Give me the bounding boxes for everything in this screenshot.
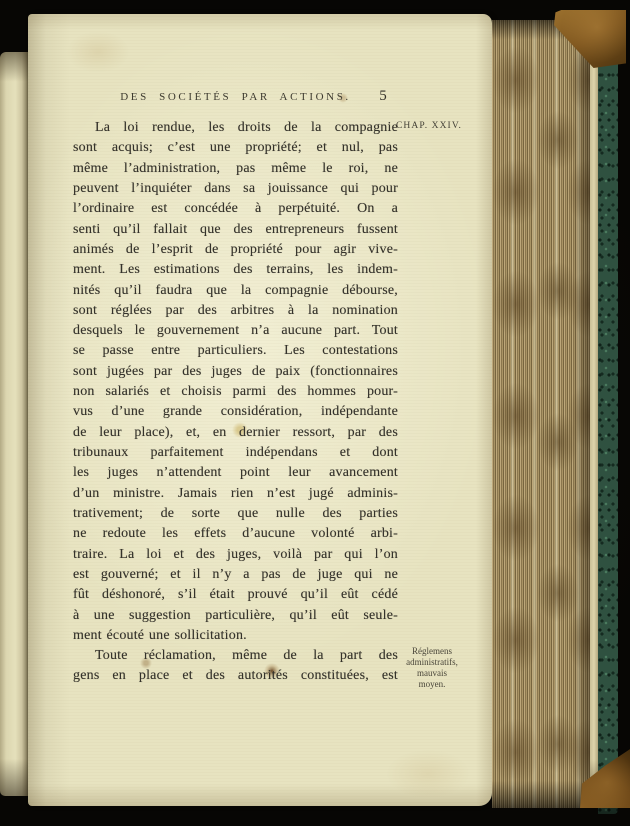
text-line: se passe entre particuliers. Les contestations	[73, 343, 398, 359]
text-line: même l’administration, pas même le roi, ne	[73, 160, 398, 176]
text-line: d’un ministre. Jamais rien n’est jugé adminis-	[73, 485, 398, 501]
text-line: vus d’une grande considération, indépendante	[73, 404, 398, 420]
text-line: l’ordinaire est concédée à perpétuité. On a	[73, 201, 398, 217]
page-number: 5	[379, 88, 387, 104]
text-line: Toute réclamation, même de la part des	[95, 648, 398, 664]
facing-page-gutter-edge	[0, 52, 28, 796]
text-line: sont jugées par des juges de paix (fonctionnaires	[73, 363, 398, 379]
side-note-line: mauvais	[417, 668, 447, 678]
side-note-line: moyen.	[418, 679, 446, 689]
side-note-line: administratifs,	[406, 657, 458, 667]
marbled-board-edge	[598, 18, 618, 814]
text-line: senti qu’il fallait que des entrepreneurs fussent	[73, 221, 398, 237]
text-line: les juges n’attendent point leur avancement	[73, 465, 398, 481]
text-line: animés de l’esprit de propriété pour agir vive-	[73, 241, 398, 257]
endpaper-sliver	[590, 26, 598, 798]
book-page	[28, 14, 492, 806]
chapter-margin-note: CHAP. XXIV.	[396, 121, 463, 131]
text-line: tribunaux parfaitement indépendans et dont	[73, 445, 398, 460]
text-line: de leur place), et, en dernier ressort, par des	[73, 424, 398, 440]
text-line: sont réglées par des arbitres à la nomination	[73, 302, 398, 318]
body-text	[73, 118, 398, 687]
text-line: ment écouté une sollicitation.	[73, 627, 247, 643]
running-head: DES SOCIÉTÉS PAR ACTIONS.	[120, 91, 351, 103]
fore-edge-pages	[492, 20, 590, 808]
side-margin-note	[394, 646, 470, 690]
text-line: nités qu’il faudra que la compagnie débourse,	[73, 282, 398, 298]
text-line: La loi rendue, les droits de la compagnie	[95, 120, 398, 135]
text-line: fût déshonoré, s’il était prouvé qu’il eût cédé	[73, 587, 398, 603]
text-line: traire. La loi et des juges, voilà par qui l’on	[73, 546, 398, 562]
text-line: est gouverné; et il n’y a pas de juge qui ne	[73, 566, 398, 582]
text-line: non salariés et choisis parmi des hommes pour-	[73, 384, 398, 400]
text-line: ment. Les estimations des terrains, les indem-	[73, 262, 398, 278]
side-note-line: Réglemens	[412, 646, 452, 656]
text-line: ne redoute les effets d’aucune volonté arbi-	[73, 526, 398, 542]
text-line: peuvent l’inquiéter dans sa jouissance qui pour	[73, 180, 398, 196]
text-line: desquels le gouvernement n’a aucune part. Tout	[73, 323, 398, 339]
text-line: gens en place et des autorités constituées, est	[73, 668, 398, 684]
text-line: sont acquis; c’est une propriété; et nul, pas	[73, 140, 398, 156]
text-line: trativement; de sorte que nulle des parties	[73, 505, 398, 521]
text-line: à une suggestion particulière, qu’il eût seule-	[73, 607, 398, 623]
